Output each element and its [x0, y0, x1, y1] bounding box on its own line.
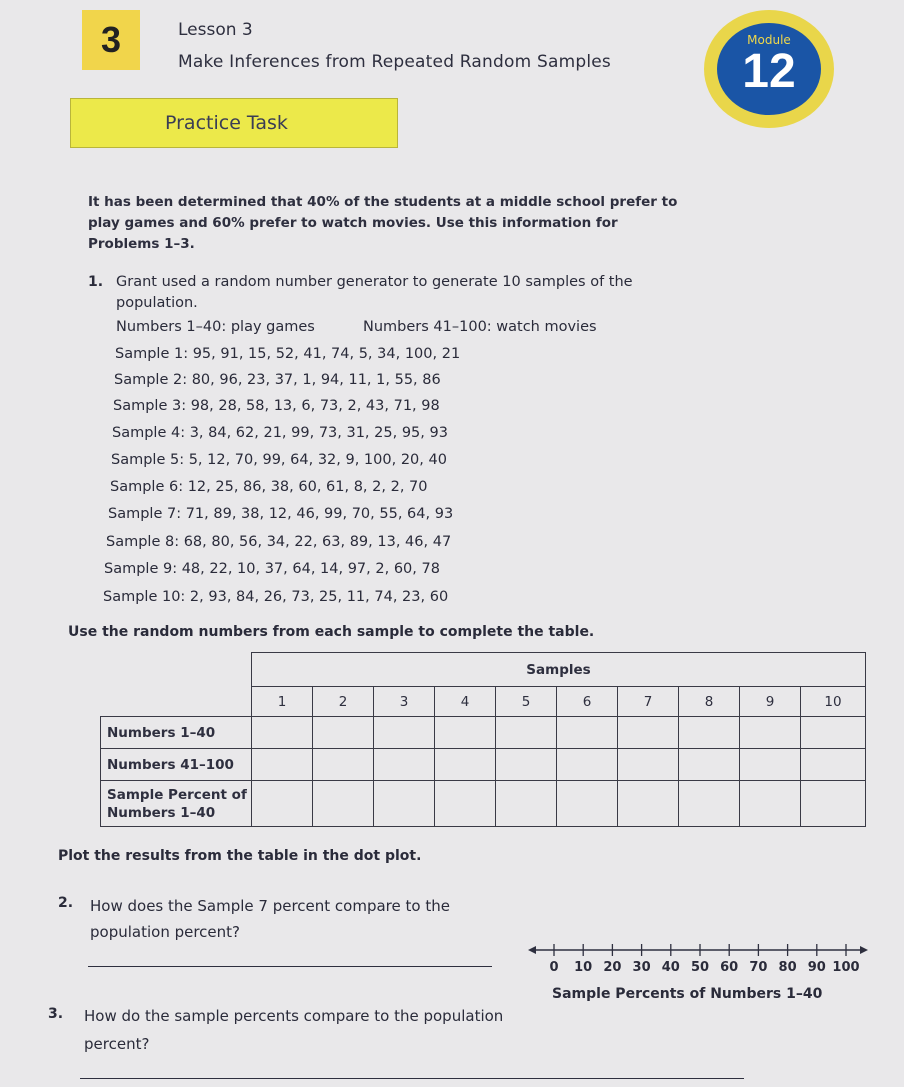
tick-label: 70 [749, 960, 768, 975]
table-cell[interactable] [252, 717, 313, 749]
tick-label: 100 [832, 960, 860, 975]
sample-line-10: Sample 10: 2, 93, 84, 26, 73, 25, 11, 74, 23, 60 [103, 589, 449, 605]
practice-task-label: Practice Task [165, 112, 288, 134]
module-badge-inner [717, 23, 821, 115]
left-arrow-icon [528, 946, 536, 954]
intro-text: It has been determined that 40% of the students at a middle school prefer to play games and 60% prefer to watch movies. Use this information for Problems 1–3. [88, 194, 678, 252]
header-spacer [101, 687, 252, 717]
module-number: 12 [742, 45, 796, 98]
table-row [101, 717, 866, 749]
tick-label: 50 [690, 960, 710, 975]
problem-3-number: 3. [48, 1006, 64, 1022]
table-cell[interactable] [557, 717, 618, 749]
table-cell[interactable] [740, 781, 801, 827]
problem-3-text: How do the sample percents compare to the population percent? [84, 1007, 504, 1053]
tick-label: 60 [720, 960, 739, 975]
table-cell[interactable] [618, 749, 679, 781]
table-cell[interactable] [313, 749, 374, 781]
column-header: 6 [557, 687, 618, 717]
table-cell[interactable] [740, 749, 801, 781]
problem-2-text: How does the Sample 7 percent compare to the population percent? [90, 897, 450, 941]
samples-table [100, 652, 866, 827]
legend-play-games: Numbers 1–40: play games [116, 319, 315, 335]
table-cell[interactable] [679, 749, 740, 781]
tick-label: 90 [807, 960, 826, 975]
legend-watch-movies: Numbers 41–100: watch movies [363, 319, 597, 335]
row-label-numbers-41-100: Numbers 41–100 [101, 749, 252, 781]
table-cell[interactable] [557, 749, 618, 781]
samples-header: Samples [252, 653, 866, 687]
table-row [101, 749, 866, 781]
table-cell[interactable] [374, 717, 435, 749]
sample-line-2: Sample 2: 80, 96, 23, 37, 1, 94, 11, 1, 55, 86 [114, 372, 441, 388]
column-header: 3 [374, 687, 435, 717]
table-cell[interactable] [801, 749, 866, 781]
sample-line-4: Sample 4: 3, 84, 62, 21, 99, 73, 31, 25, 95, 93 [112, 425, 448, 441]
column-header: 8 [679, 687, 740, 717]
table-cell[interactable] [374, 749, 435, 781]
table-cell[interactable] [618, 781, 679, 827]
sample-line-6: Sample 6: 12, 25, 86, 38, 60, 61, 8, 2, 2, 70 [110, 479, 428, 495]
column-header: 9 [740, 687, 801, 717]
table-cell[interactable] [313, 717, 374, 749]
table-cell[interactable] [496, 781, 557, 827]
sample-line-1: Sample 1: 95, 91, 15, 52, 41, 74, 5, 34, 100, 21 [115, 346, 461, 362]
tick-label: 80 [778, 960, 797, 975]
tick-label: 20 [603, 960, 622, 975]
table-cell[interactable] [496, 749, 557, 781]
problem-1-number: 1. [88, 274, 104, 290]
tick-label: 40 [661, 960, 680, 975]
row-label-numbers-1-40: Numbers 1–40 [101, 717, 252, 749]
table-cell[interactable] [618, 717, 679, 749]
table-cell[interactable] [679, 717, 740, 749]
table-cell[interactable] [679, 781, 740, 827]
table-cell[interactable] [313, 781, 374, 827]
table-cell[interactable] [801, 781, 866, 827]
problem-2-number: 2. [58, 895, 74, 911]
sample-line-7: Sample 7: 71, 89, 38, 12, 46, 99, 70, 55, 64, 93 [108, 506, 454, 522]
plot-instruction: Plot the results from the table in the dot plot. [58, 848, 422, 864]
table-corner [101, 653, 252, 687]
column-header-row [101, 687, 866, 717]
column-header: 4 [435, 687, 496, 717]
table-instruction: Use the random numbers from each sample to complete the table. [68, 624, 595, 640]
table-row [101, 781, 866, 827]
module-label: Module [747, 33, 791, 47]
column-header: 10 [801, 687, 866, 717]
table-cell[interactable] [252, 749, 313, 781]
column-header: 1 [252, 687, 313, 717]
lesson-label: Lesson 3 [178, 20, 253, 40]
table-cell[interactable] [435, 749, 496, 781]
tick-label: 30 [632, 960, 651, 975]
table-cell[interactable] [740, 717, 801, 749]
column-header: 5 [496, 687, 557, 717]
table-cell[interactable] [557, 781, 618, 827]
problem-3-answer-line[interactable] [80, 1078, 744, 1079]
lesson-number: 3 [100, 19, 122, 60]
lesson-title: Make Inferences from Repeated Random Samples [178, 52, 611, 72]
sample-line-5: Sample 5: 5, 12, 70, 99, 64, 32, 9, 100, 20, 40 [111, 452, 447, 468]
lesson-number-badge [82, 10, 140, 70]
practice-task-banner [70, 98, 398, 148]
tick-label: 10 [574, 960, 593, 975]
table-cell[interactable] [496, 717, 557, 749]
module-badge [704, 10, 834, 128]
column-header: 7 [618, 687, 679, 717]
problem-1-text: Grant used a random number generator to generate 10 samples of the population. [116, 274, 633, 311]
column-header: 2 [313, 687, 374, 717]
dot-plot-title: Sample Percents of Numbers 1–40 [552, 986, 823, 1002]
right-arrow-icon [860, 946, 868, 954]
table-cell[interactable] [252, 781, 313, 827]
table-cell[interactable] [374, 781, 435, 827]
tick-label: 0 [549, 960, 559, 975]
table-cell[interactable] [435, 781, 496, 827]
sample-line-9: Sample 9: 48, 22, 10, 37, 64, 14, 97, 2, 60, 78 [104, 561, 440, 577]
sample-line-8: Sample 8: 68, 80, 56, 34, 22, 63, 89, 13, 46, 47 [106, 534, 452, 550]
table-cell[interactable] [435, 717, 496, 749]
row-label-sample-percent: Sample Percent of Numbers 1–40 [101, 781, 252, 827]
problem-2-answer-line[interactable] [88, 966, 492, 967]
table-cell[interactable] [801, 717, 866, 749]
sample-line-3: Sample 3: 98, 28, 58, 13, 6, 73, 2, 43, 71, 98 [113, 398, 440, 414]
